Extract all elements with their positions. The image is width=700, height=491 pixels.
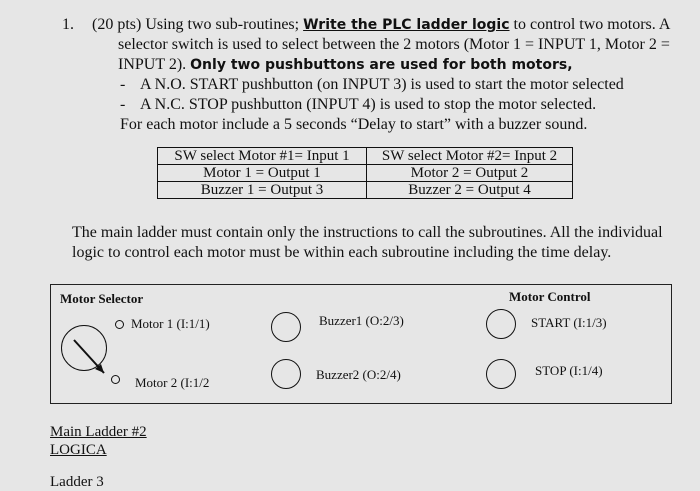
- stop-pushbutton-label: STOP (I:1/4): [535, 363, 603, 378]
- buzzer2-label: Buzzer2 (O:2/4): [316, 367, 401, 382]
- table-row: [158, 165, 573, 182]
- motor2-selector-label: Motor 2 (I:1/2: [135, 375, 210, 390]
- table-cell: SW select Motor #1= Input 1: [158, 148, 367, 165]
- logica-heading: LOGICA: [50, 442, 107, 458]
- main-ladder-heading: Main Ladder #2: [50, 424, 147, 440]
- table-row: [158, 182, 573, 199]
- main-ladder-note-line-1: The main ladder must contain only the instructions to call the subroutines. All the individual: [72, 224, 663, 241]
- question-line-3: [118, 56, 573, 74]
- ladder3-heading: Ladder 3: [50, 474, 104, 490]
- table-cell: Buzzer 2 = Output 4: [367, 182, 573, 199]
- bullet-marker-1: -: [120, 76, 126, 93]
- bullet-marker-2: -: [120, 96, 126, 113]
- question-line-1-prefix: (20 pts) Using two sub-routines;: [92, 16, 304, 33]
- table-cell: Motor 1 = Output 1: [158, 165, 367, 182]
- stop-pushbutton-icon: [486, 359, 516, 389]
- buzzer1-label: Buzzer1 (O:2/3): [319, 313, 404, 328]
- buzzer2-lamp-icon: [271, 359, 301, 389]
- buzzer1-lamp-icon: [271, 312, 301, 342]
- motor-control-title: Motor Control: [509, 289, 591, 304]
- motor2-contact-icon: [111, 375, 120, 384]
- motor1-contact-icon: [115, 320, 124, 329]
- start-pushbutton-icon: [486, 309, 516, 339]
- question-line-1-suffix: to control two motors. A: [509, 16, 671, 33]
- table-cell: SW select Motor #2= Input 2: [367, 148, 573, 165]
- table-row: [158, 148, 573, 165]
- motor-selector-title: Motor Selector: [60, 291, 144, 306]
- question-line-2: selector switch is used to select between the 2 motors (Motor 1 = INPUT 1, Motor 2 =: [118, 36, 670, 53]
- table-cell: Motor 2 = Output 2: [367, 165, 573, 182]
- main-ladder-note-line-2: logic to control each motor must be within each subroutine including the time delay.: [72, 244, 612, 261]
- question-line-3-emphasis: Only two pushbuttons are used for both motors,: [190, 57, 573, 73]
- table-cell: Buzzer 1 = Output 3: [158, 182, 367, 199]
- bullet-stop-pushbutton: A N.C. STOP pushbutton (INPUT 4) is used to stop the motor selected.: [140, 96, 597, 113]
- start-pushbutton-label: START (I:1/3): [531, 315, 607, 330]
- question-line-1-emphasis: Write the PLC ladder logic: [303, 17, 510, 33]
- control-panel-diagram: [50, 284, 672, 404]
- question-line-1: [92, 16, 670, 34]
- question-line-6: For each motor include a 5 seconds “Delay to start” with a buzzer sound.: [120, 116, 588, 133]
- motor1-selector-label: Motor 1 (I:1/1): [131, 316, 210, 331]
- bullet-start-pushbutton: A N.O. START pushbutton (on INPUT 3) is used to start the motor selected: [140, 76, 624, 93]
- question-line-3-prefix: INPUT 2).: [118, 56, 191, 73]
- io-assignment-table: [157, 147, 573, 199]
- question-number: 1.: [62, 16, 74, 33]
